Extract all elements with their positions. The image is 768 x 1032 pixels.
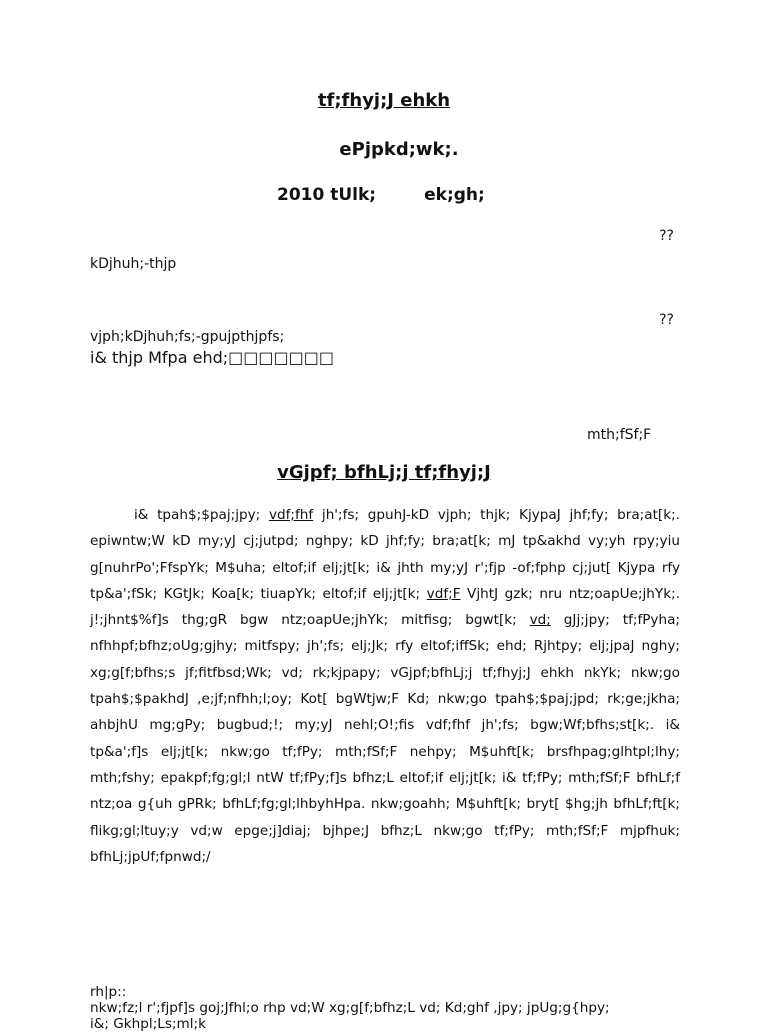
case-number-label: ek;gh; xyxy=(424,185,485,205)
body-underline-1: vdf;fhf xyxy=(268,507,314,523)
body-text-3: VjhtJ gzk; nru ntz;oapUe;jhYk;. j!;jhnt$%f]s thg;gR bgw ntz;oapUe;jhYk; mitfisg; bgwt[k; xyxy=(90,585,681,629)
body-underline-2: vdf;F xyxy=(426,585,461,602)
addressee: mth;fSf;F xyxy=(587,427,652,443)
respondent-number: ?? xyxy=(659,312,674,328)
section-heading-text: vGjpf; bfhLj;j tf;fhyj;J xyxy=(277,462,491,483)
petitioner-number: ?? xyxy=(659,228,674,244)
document-title-text: tf;fhyj;J ehkh xyxy=(317,90,451,111)
body-underline-3: vd; xyxy=(529,612,551,629)
body-text-2: jh';fs; gpuhJ-kD vjph; thjk; KjypaJ jhf;fy; bra;at[k;. epiwntw;W kD my;yJ cj;jutpd; nghpy; kD jhf;fy; bra;at[k; mJ tp&akhd vy;yh rpy;yiu g[nuhrPo';FfspYk; M$uha; eltof;if elj;jt[k; i& jhth my;yJ r';fjp -of;fphp cj;jut[ Kjypa rfy tp&a';fSk; KGtJk; Koa[k; tiuapYk; eltof;if elj;jt[k; xyxy=(90,507,680,602)
document-title xyxy=(0,90,768,111)
respondent-label: vjph;kDjhuh;fs;-gpujpthjpfs; xyxy=(90,329,285,345)
body-paragraph xyxy=(90,502,680,870)
petitioner-label: kDjhuh;-thjp xyxy=(90,256,177,272)
declarant-line: i& thjp Mfpa ehd;□□□□□□□ xyxy=(90,348,334,367)
witness-statement: nkw;fz;l r';fjpf]s goj;Jfhl;o rhp vd;W xg;g[f;bfhz;L vd; Kd;ghf ,jpy; jpUg;g{hpy; xyxy=(90,1000,610,1016)
case-year: 2010 tUlk; xyxy=(277,185,377,205)
witness-statement-continued: i&; Gkhpl;Ls;ml;k xyxy=(90,1016,206,1032)
witness-label: rh|p:: xyxy=(90,984,127,1000)
case-year-line xyxy=(277,185,485,205)
witness-section xyxy=(90,984,690,1032)
body-text-4: gJj;jpy; tf;fPyha; nfhhpf;bfhz;oUg;gjhy; mitfspy; jh';fs; elj;Jk; rfy eltof;iffSk; ehd; Rjhtpy; elj;jpaJ nghy; xg;g[f;bfhs;s jf;fitfbsd;Wk; vd; rk;kjpapy; vGjpf;bfhLj;j tf;fhyj;J ehkh nkYk; nkw;go tpah$;$pakhdJ ,e;jf;nfhh;l;oy; Kot[ bgWtjw;F Kd; nkw;go tpah$;$paj;jpd; rk;ge;jkha; ahbjhU mg;gPy; bugbud;!; my;yJ nehl;O!;fis vdf;fhf jh';fs; bgw;Wf;bfhs;st[k;. i& tp&a';f]s elj;jt[k; nkw;go tf;fPy; mth;fSf;F nehpy; M$uhft[k; brsfhpag;glhtpl;lhy; mth;fshy; epakpf;fg;gl;l ntW tf;fPy;f]s bfhz;L eltof;if elj;jt[k; i& tf;fPy; mth;fSf;F bfhLf;f ntz;oa g{uh gPRk; bfhLf;fg;gl;lhbyhHpa. nkw;goahh; M$uhft[k; bryt[ $hg;jh bfhLf;ft[k; flikg;gl;ltuy;y vd;w epge;j]diaj; bjhpe;J bfhz;L nkw;go tf;fPy; mth;fSf;F mjpfhuk; bfhLj;jpUf;fpnwd;/ xyxy=(90,612,680,865)
court-name-text: ePjpkd;wk;. xyxy=(339,139,459,160)
court-name xyxy=(0,139,768,160)
body-text-1: i& tpah$;$paj;jpy; xyxy=(134,507,269,523)
section-heading xyxy=(0,462,768,483)
